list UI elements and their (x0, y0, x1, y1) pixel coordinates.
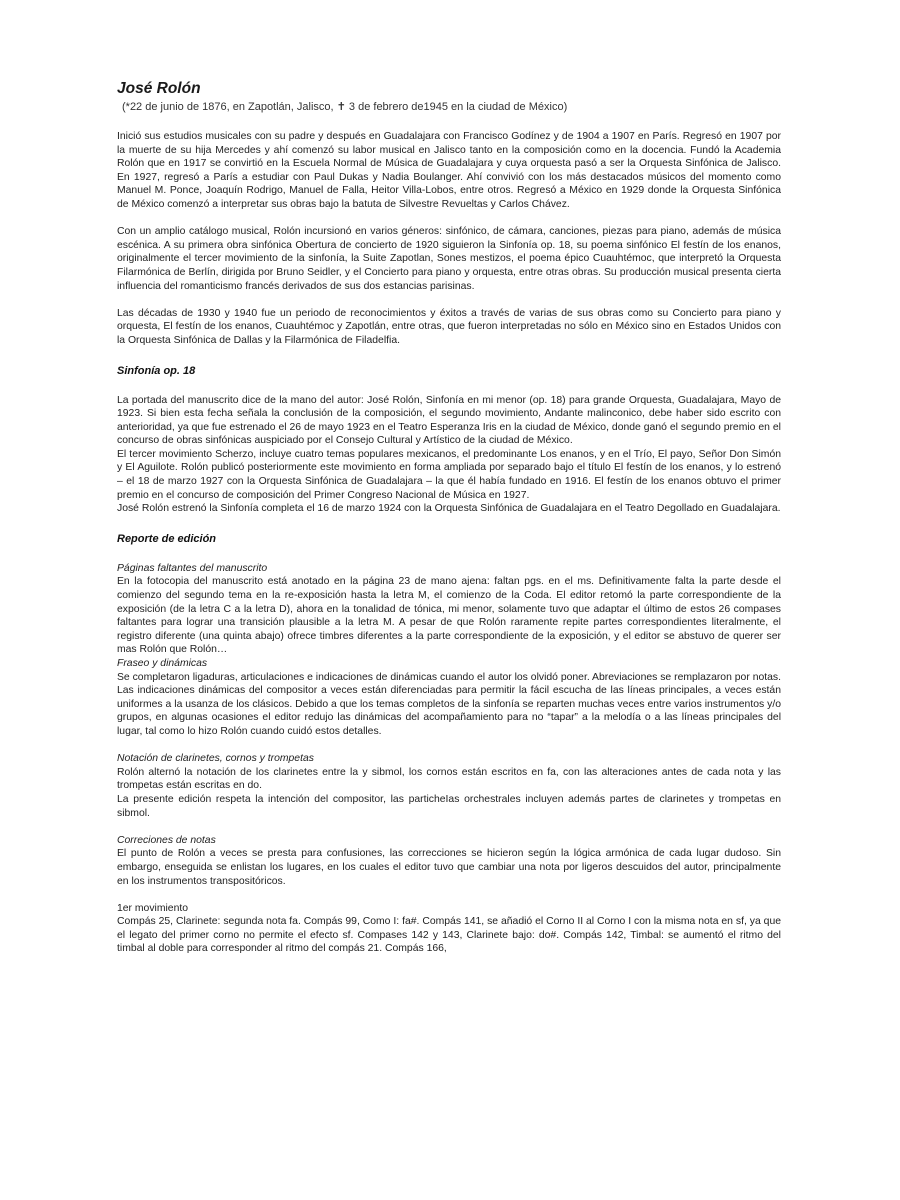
sinfonia-paragraph-2: El tercer movimiento Scherzo, incluye cuatro temas populares mexicanos, el predominante Los enanos, y en el Trío, El payo, Señor Don Simón y El Aguilote. Rolón publicó posteriormente este movimiento en forma ampliada por separado bajo el título El festín de los enanos, y lo estrenó – el 18 de marzo 1927 con la Orquesta Sinfónica de Guadalajara – la que él había fundado en 1916. El festín de los enanos obtuvo el primer premio en el concurso de composición del Primer Congreso Nacional de Música en 1927. (117, 448, 781, 501)
subheading-correcciones: Correciones de notas (117, 834, 216, 846)
subheading-fraseo: Fraseo y dinámicas (117, 658, 208, 669)
section-heading-sinfonia: Sinfonía op. 18 (117, 364, 196, 377)
fraseo-paragraph: Se completaron ligaduras, articulaciones e indicaciones de dinámicas cuando el autor los olvidó poner. Abreviaciones se remplazaron por notas. Las indicaciones dinámicas del compositor a veces están diferenciadas para permitir la fácil escucha de las líneas principales, a veces están uniformes a la usanza de los clásicos. Debido a que los temas completos de la sinfonía se reparten muchas veces entre varios instrumentos y/o grupos, en algunas ocasiones el editor redujo las dinámicas del acompañamiento para no “tapar” a la melodía o a las líneas principales del lugar, tal como lo hizo Rolón cuando cuidó estos detalles. (117, 671, 781, 737)
bio-paragraph-2: Con un amplio catálogo musical, Rolón incursionó en varios géneros: sinfónico, de cámara, canciones, piezas para piano, además de música escénica. A su primera obra sinfónica Obertura de concierto de 1920 siguieron la Sinfonía op. 18, su poema sinfónico El festín de los enanos, originalmente el tercer movimiento de la sinfonía, la Suite Zapotlan, Sones mestizos, el poema épico Cuauhtémoc, que interpretó la Orquesta Filarmónica de Berlín, dirigida por Bruno Seidler, y el Concierto para piano y orquesta, entre otras obras. Su producción musical presenta cierta influencia del romanticismo francés derivados de sus dos estancias parisinas. (117, 226, 781, 292)
page-title: José Rolón (117, 80, 201, 97)
bio-paragraph-3: Las décadas de 1930 y 1940 fue un periodo de reconocimientos y éxitos a través de varias de sus obras como su Concierto para piano y orquesta, El festín de los enanos, Cuauhtémoc y Zapotlán, entre otras, que fueron interpretadas no sólo en México sino en Estados Unidos con la Orquesta Sinfónica de Dallas y la Filarmónica de Filadelfia. (117, 307, 781, 346)
notacion-paragraph-2: La presente edición respeta la intención del compositor, las particheIas orchestrales incluyen además partes de clarinetes y trompetas en sibmol. (117, 793, 781, 819)
content-column (117, 80, 781, 956)
notacion-paragraph-1: Rolón alternó la notación de los clarinetes entre la y sibmol, los cornos están escritos en fa, con las alteraciones antes de cada nota y las trompetas están escritas en do. (117, 766, 781, 792)
life-dates: (*22 de junio de 1876, en Zapotlán, Jalisco, ✝ 3 de febrero de1945 en la ciudad de México) (122, 101, 568, 113)
subheading-movimiento-1: 1er movimiento (117, 902, 189, 914)
subheading-paginas: Páginas faltantes del manuscrito (117, 562, 268, 574)
bio-paragraph-1: Inició sus estudios musicales con su padre y después en Guadalajara con Francisco Godínez y de 1904 a 1907 en París. Regresó en 1907 por la muerte de su hija Mercedes y ahí comenzó su labor musical en Jalisco tanto en la composición como en la docencia. Fundó la Academia Rolón que en 1917 se convirtió en la Escuela Normal de Música de Guadalajara y cuya orquesta pasó a ser la Orquesta Sinfónica de Jalisco. En 1927, regresó a París a estudiar con Paul Dukas y Nadia Boulanger. Ahí convivió con los más destacados músicos del momento como Manuel M. Ponce, Joaquín Rodrigo, Manuel de Falla, Heitor Villa-Lobos, entre otros. Regresó a México en 1929 donde la Orquesta Sinfónica de México comenzó a interpretar sus obras bajo la batuta de Silvestre Revueltas y Carlos Chávez. (117, 131, 781, 210)
subheading-notacion: Notación de clarinetes, cornos y trompetas (117, 753, 314, 765)
section-heading-reporte: Reporte de edición (117, 532, 217, 545)
sinfonia-paragraph-1: La portada del manuscrito dice de la mano del autor: José Rolón, Sinfonía en mi menor (op. 18) para grande Orquesta, Guadalajara, Mayo de 1923. Si bien esta fecha señala la conclusión de la composición, el segundo movimiento, Andante malinconico, debe haber sido escrito con anterioridad, ya que fue estrenado el 26 de mayo 1923 en el Teatro Esperanza Iris en la ciudad de México, donde ganó el segundo premio en el concurso de obras sinfónicas auspiciado por el Consejo Cultural y Artístico de la ciudad de México. (117, 394, 781, 447)
movimiento-1-paragraph: Compás 25, Clarinete: segunda nota fa. Compás 99, Como I: fa#. Compás 141, se añadió el Corno II al Corno I con la misma nota en sf, ya que el legato del primer corno no permite el efecto sf. Compases 142 y 143, Clarinete bajo: do#. Compás 142, Timbal: se aumentó el ritmo del timbal al doble para corresponder al ritmo del compás 21. Compás 166, (117, 916, 781, 955)
paginas-paragraph: En la fotocopia del manuscrito está anotado en la página 23 de mano ajena: faltan pgs. en el ms. Definitivamente falta la parte desde el comienzo del segundo tema en la re-exposición hasta la letra M, el comienzo de la Coda. El editor retomó la parte correspondiente de la exposición (de la letra C a la letra D), ahora en la tonalidad de tónica, mi menor, solamente tuvo que adaptar el último de estos 26 compases faltantes para lograr una transición plausible a la letra M. A pesar de que Rolón raramente repite partes correspondientes literalmente, el registro diferente (una quinta abajo) ofrece timbres diferentes a la parte correspondiente de la exposición, y el editor se abstuvo de querer ser mas Rolón que Rolón… (117, 576, 781, 656)
sinfonia-paragraph-3: José Rolón estrenó la Sinfonía completa el 16 de marzo 1924 con la Orquesta Sinfónica de Guadalajara en el Teatro Degollado en Guadalajara. (117, 503, 781, 515)
correcciones-paragraph: El punto de Rolón a veces se presta para confusiones, las correcciones se hicieron según la lógica armónica de cada lugar dudoso. Sin embargo, enseguida se enlistan los lugares, en los cuales el editor tuvo que cambiar una nota por ligeros descuidos del autor, principalmente en los instrumentos transpositóricos. (117, 848, 781, 887)
